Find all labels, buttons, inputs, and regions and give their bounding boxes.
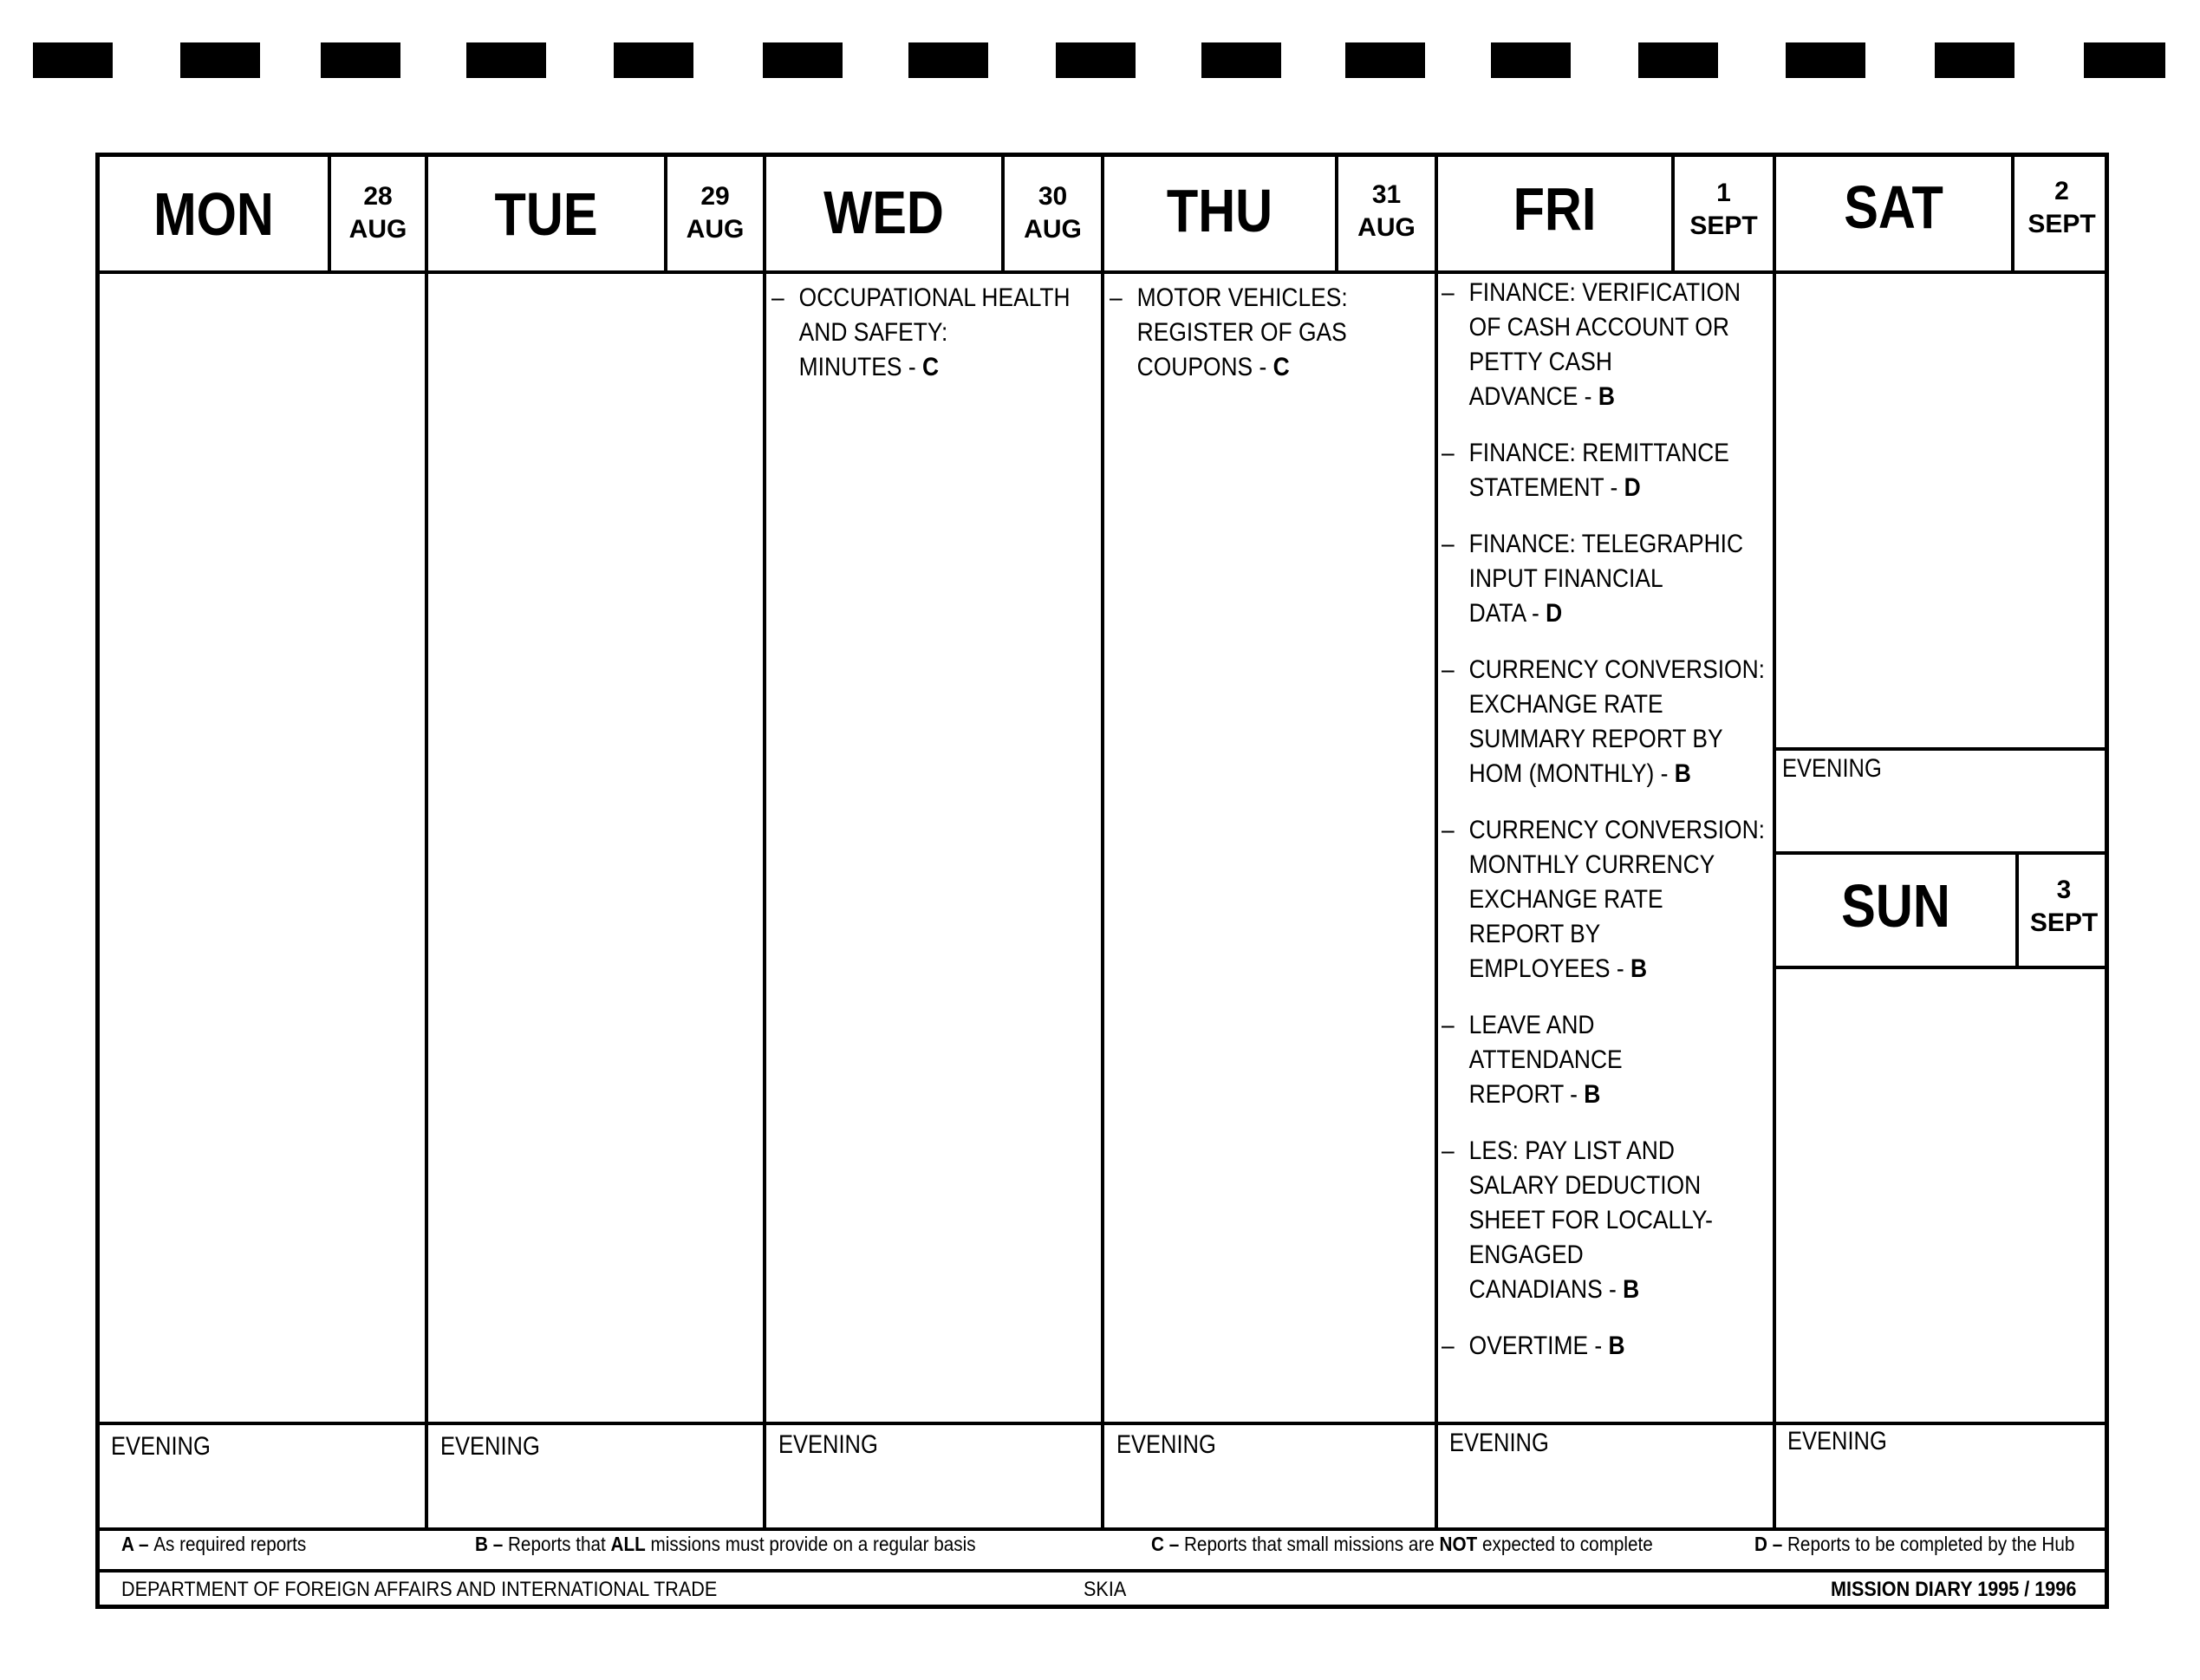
evening-label-sun: EVENING [1787,1427,1887,1455]
binder-hole [1935,42,2014,78]
legend-code: B [475,1533,488,1555]
report-code: C [921,353,940,381]
legend-rule [95,1527,2109,1531]
report-title [1469,1134,1713,1307]
day-name: SAT [1844,173,1943,241]
report-text: MOTOR VEHICLES: REGISTER OF GAS COUPONS - [1136,283,1348,381]
report-entry [1442,1008,1769,1112]
sun-header-top-rule [1773,851,2109,855]
binder-hole [614,42,693,78]
day-name: FRI [1513,175,1597,243]
report-text: FINANCE: REMITTANCE STATEMENT - [1468,439,1729,502]
day-name: WED [823,179,944,246]
binder-hole [1786,42,1865,78]
legend-text-tail: expected to complete [1477,1533,1653,1555]
legend-separator: – [487,1533,508,1555]
legend-separator: – [133,1533,154,1555]
report-text: OVERTIME - [1468,1332,1609,1360]
report-entry [1110,281,1430,385]
report-text: CURRENCY CONVERSION: MONTHLY CURRENCY EXCHANGE RATE REPORT BY EMPLOYEES - [1468,816,1765,983]
evening-label-mon: EVENING [111,1432,211,1461]
report-entry [1442,276,1769,414]
date-day: 2 [2054,177,2069,205]
legend-text: Reports that [507,1533,611,1555]
entries-wed [771,281,1092,407]
report-title [1137,281,1348,385]
report-code: B [1608,1332,1625,1360]
report-code: D [1624,473,1641,502]
legend-code: C [1151,1533,1164,1555]
report-entry [1442,436,1769,505]
dash-bullet: – [1442,278,1455,307]
date-month: SEPT [2029,908,2099,937]
report-entry [1442,1134,1769,1307]
legend-separator: – [1163,1533,1184,1555]
dash-bullet: – [771,283,784,312]
evening-label-fri: EVENING [1449,1429,1549,1457]
binder-hole [321,42,400,78]
report-text: OCCUPATIONAL HEALTH AND SAFETY: MINUTES - [798,283,1071,381]
report-code: D [1546,599,1563,628]
footer-rule [95,1569,2109,1573]
report-entry [1442,813,1769,987]
report-code: B [1674,759,1691,788]
report-entry [1442,527,1769,631]
binder-hole [1345,42,1425,78]
binder-hole [1638,42,1718,78]
entries-fri [1442,276,1769,1385]
report-title [1469,1329,1625,1364]
report-code: B [1584,1080,1601,1109]
report-text: LES: PAY LIST AND SALARY DEDUCTION SHEET FOR LOCALLY- ENGAGED CANADIANS - [1468,1136,1713,1304]
footer-department: DEPARTMENT OF FOREIGN AFFAIRS AND INTERNATIONAL TRADE [121,1578,718,1601]
report-title [1469,276,1741,414]
report-code: B [1598,382,1615,411]
report-code: B [1623,1275,1640,1304]
header-rule [95,270,2109,274]
report-text: LEAVE AND ATTENDANCE REPORT - [1468,1011,1623,1109]
binder-hole [908,42,988,78]
binder-hole [466,42,546,78]
date-box [1005,180,1101,246]
column-divider [1773,153,1776,1531]
dash-bullet: – [1442,655,1455,684]
binder-hole [180,42,260,78]
date-box [667,180,763,246]
binder-hole [2084,42,2165,78]
evening-label-tue: EVENING [440,1432,540,1461]
legend-text: Reports to be completed by the Hub [1787,1533,2075,1555]
date-month: SEPT [1689,212,1758,240]
report-title [1469,436,1729,505]
date-month: AUG [348,215,407,244]
date-day: 30 [1038,182,1068,211]
report-code: C [1272,353,1290,381]
legend-code: A [121,1533,134,1555]
legend-emphasis: NOT [1439,1533,1478,1555]
report-code: B [1630,954,1648,983]
dash-bullet: – [1442,1136,1455,1165]
date-day: 29 [700,182,730,211]
report-title [1469,527,1743,631]
date-box [2019,874,2109,940]
day-name: MON [153,180,274,248]
dash-bullet: – [1442,1011,1455,1039]
binder-hole [763,42,843,78]
report-title [799,281,1071,385]
report-text: FINANCE: VERIFICATION OF CASH ACCOUNT OR PETTY CASH ADVANCE - [1468,278,1741,411]
footer-title: MISSION DIARY 1995 / 1996 [1831,1578,2077,1601]
date-day: 31 [1371,180,1402,209]
sat-evening-rule [1773,747,2109,751]
evening-rule [95,1422,2109,1425]
column-divider [425,153,428,1531]
column-divider [763,153,766,1531]
legend-item-a [121,1533,306,1556]
dash-bullet: – [1442,1332,1455,1360]
date-day: 1 [1716,179,1731,207]
column-divider [1435,153,1438,1531]
legend-item-b [475,1533,976,1556]
dash-bullet: – [1442,530,1455,558]
date-box [2014,175,2109,241]
column-divider [1101,153,1104,1531]
report-entry [1442,653,1769,791]
report-title [1469,653,1765,791]
day-name: THU [1166,177,1273,244]
report-entry [1442,1329,1769,1364]
evening-label-thu: EVENING [1116,1430,1216,1459]
dash-bullet: – [1110,283,1123,312]
sun-header-bottom-rule [1773,966,2109,969]
dash-bullet: – [1442,439,1455,467]
footer-code: SKIA [1084,1578,1127,1601]
entries-thu [1110,281,1430,407]
date-day: 3 [2056,876,2072,904]
binder-hole [1056,42,1136,78]
report-text: CURRENCY CONVERSION: EXCHANGE RATE SUMMARY REPORT BY HOM (MONTHLY) - [1468,655,1765,788]
legend-code: D [1754,1533,1767,1555]
legend-separator: – [1767,1533,1787,1555]
date-month: AUG [686,215,745,244]
date-month: SEPT [2028,210,2096,238]
date-box [331,180,425,246]
day-name: SUN [1841,872,1950,940]
report-title [1469,1008,1623,1112]
day-name: TUE [494,180,598,248]
legend-text: Reports that small missions are [1183,1533,1440,1555]
binder-hole [1491,42,1571,78]
dash-bullet: – [1442,816,1455,844]
binder-hole [1201,42,1281,78]
report-entry [771,281,1092,385]
evening-label-sat: EVENING [1782,754,1882,783]
legend-item-d [1754,1533,2074,1556]
report-text: FINANCE: TELEGRAPHIC INPUT FINANCIAL DATA - [1468,530,1744,628]
date-month: AUG [1357,213,1416,242]
report-title [1469,813,1765,987]
evening-label-wed: EVENING [778,1430,878,1459]
date-box [1338,179,1435,244]
legend-item-c [1151,1533,1653,1556]
date-month: AUG [1024,215,1082,244]
date-box [1675,177,1773,243]
legend-emphasis: ALL [610,1533,646,1555]
binder-hole [33,42,113,78]
legend-text-tail: missions must provide on a regular basis [645,1533,976,1555]
legend-text: As required reports [153,1533,307,1555]
date-day: 28 [363,182,393,211]
